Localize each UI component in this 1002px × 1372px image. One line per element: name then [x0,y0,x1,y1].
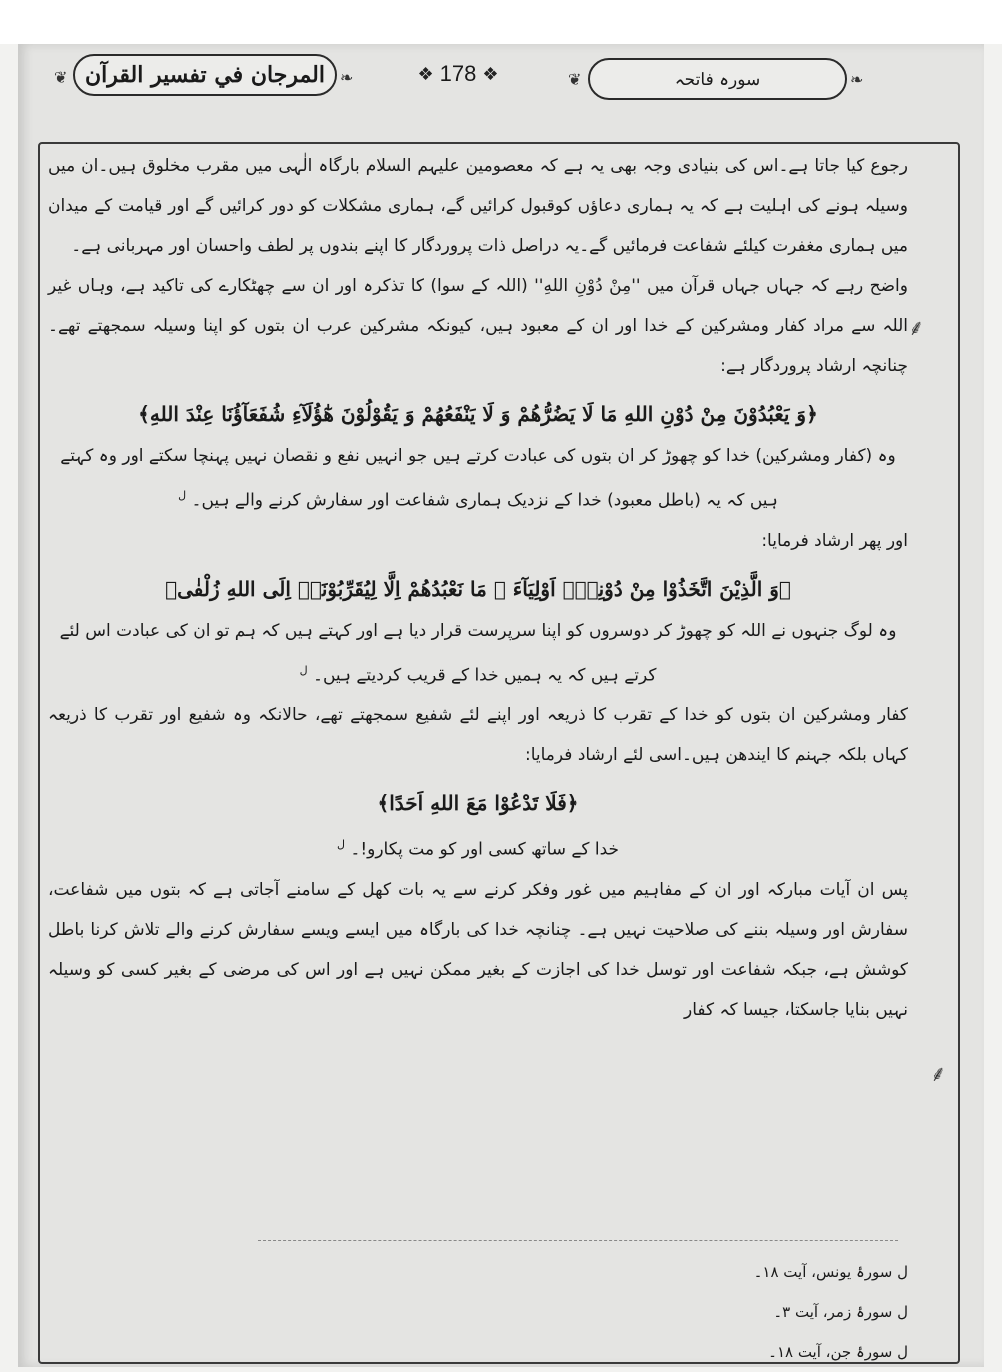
page-number-box [403,58,513,90]
verse-translation [48,611,908,696]
footnote-item: ل سورۂ یونس، آیت ۱۸۔ [753,1263,908,1281]
book-title: المرجان في تفسير القرآن [73,54,337,96]
main-text [48,146,908,1030]
footnotes [578,1252,908,1372]
margin-ornament-icon: ⸙ [908,316,925,341]
verse-translation [48,825,908,870]
top-bar [0,0,1002,44]
book-page [18,44,984,1367]
ornament-icon: ❖ [482,63,499,84]
paragraph: واضح رہے کہ جہاں جہاں قرآن میں ''مِنْ دُوْنِ اللهِ'' (اللہ کے سوا) کا تذکرہ اور ان سے چھٹکارے کی تاکید ہے، وہاں غیر اللہ سے مراد کفار ومشرکین کے خدا اور ان کے معبود ہیں، کیونکہ مشرکین عرب ان بتوں کو اپنا وسیلہ سمجھتے تھے۔ چنانچہ ارشاد پروردگار ہے: [48,276,908,376]
footnote-marker: ل [336,838,345,852]
paragraph: رجوع کیا جاتا ہے۔اس کی بنیادی وجہ بھی یہ ہے کہ معصومین علیہم السلام بارگاہ الٰہی میں مقرب مخلوق ہیں۔ان میں وسیلہ ہونے کی اہلیت ہے کہ یہ ہماری دعاؤں کوقبول کرائیں گے، ہماری مشکلات کو دور کرائیں گے اور قیامت کے میدان میں ہماری مغفرت کیلئے شفاعت فرمائیں گے۔یہ دراصل ذات پروردگار کا اپنے بندوں پر لطف واحسان اور مہربانی ہے۔ [48,156,908,256]
quran-verse: ﴿وَ الَّذِیْنَ اتَّخَذُوْا مِنْ دُوْنِهٖۤ اَوْلِیَآءَ ۘ مَا نَعْبُدُهُمْ اِلَّا لِیُقَرِّبُوْنَاۤ اِلَى اللهِ زُلْفٰى﴾ [165,576,791,601]
paragraph: پس ان آیات مبارکہ اور ان کے مفاہیم میں غور وفکر کرنے سے یہ بات کھل کے سامنے آجاتی ہے کہ بتوں میں شفاعت، سفارش اور وسیلہ بننے کی صلاحیت نہیں ہے۔ چنانچہ خدا کی بارگاہ میں ایسے ویسے سفارش کرنے والے تلاش کرنا باطل کوشش ہے، جبکہ شفاعت اور توسل خدا کی اجازت کے بغیر ممکن نہیں ہے اور اس کی مرضی کے بغیر کسی کو وسیلہ نہیں بنایا جاسکتا، جیسا کہ کفار [48,879,908,1020]
footnote-divider [258,1240,898,1241]
translation-text: خدا کے ساتھ کسی اور کو مت پکارو!۔ [350,839,620,860]
flourish-ornament: ❦ [568,70,582,89]
surah-title: سورہ فاتحہ [588,58,847,100]
ornament-icon: ❖ [417,63,434,84]
translation-text: وہ (کفار ومشرکین) خدا کو چھوڑ کر ان بتوں کی عبادت کرتے ہیں جو انہیں نفع و نقصان نہیں پہنچا سکتے اور وہ کہتے ہیں کہ یہ (باطل معبود) خدا کے نزدیک ہماری شفاعت اور سفارش کرنے والے ہیں۔ [60,446,896,511]
footnote-item: ل سورۂ زمر، آیت ۳۔ [773,1303,908,1321]
verse-translation [48,436,908,521]
margin-ornament-icon: ⸙ [930,1062,947,1087]
flourish-ornament: ❦ [54,68,68,87]
page-number: 178 [439,61,477,86]
footnote-item: ل سورۂ جن، آیت ۱۸۔ [768,1343,908,1361]
translation-text: وہ لوگ جنہوں نے اللہ کو چھوڑ کر دوسروں کو اپنا سرپرست قرار دیا ہے اور کہتے ہیں کہ ہم تو ان کی عبادت اس لئے کرتے ہیں کہ یہ ہمیں خدا کے قریب کردیتے ہیں۔ [59,620,897,686]
paragraph: کفار ومشرکین ان بتوں کو خدا کے تقرب کا ذریعہ اور اپنے لئے شفیع سمجھتے تھے، حالانکہ وہ شفیع اور تقرب کا ذریعہ کہاں بلکہ جہنم کا ایندھن ہیں۔اسی لئے ارشاد فرمایا: [48,705,908,766]
quran-verse: ﴿وَ یَعْبُدُوْنَ مِنْ دُوْنِ اللهِ مَا لَا یَضُرُّهُمْ وَ لَا یَنْفَعُهُمْ وَ یَقُوْلُوْنَ هٰٓؤُلَآءِ شُفَعَآؤُنَا عِنْدَ اللهِ﴾ [138,402,818,426]
footnote-marker: ل [299,663,308,677]
flourish-ornament: ❧ [850,70,864,89]
flourish-ornament: ❧ [340,68,354,87]
paragraph: اور پھر ارشاد فرمایا: [761,530,908,551]
footnote-marker: ل [178,489,187,502]
quran-verse: ﴿فَلَا تَدْعُوْا مَعَ اللهِ اَحَدًا﴾ [377,791,579,816]
